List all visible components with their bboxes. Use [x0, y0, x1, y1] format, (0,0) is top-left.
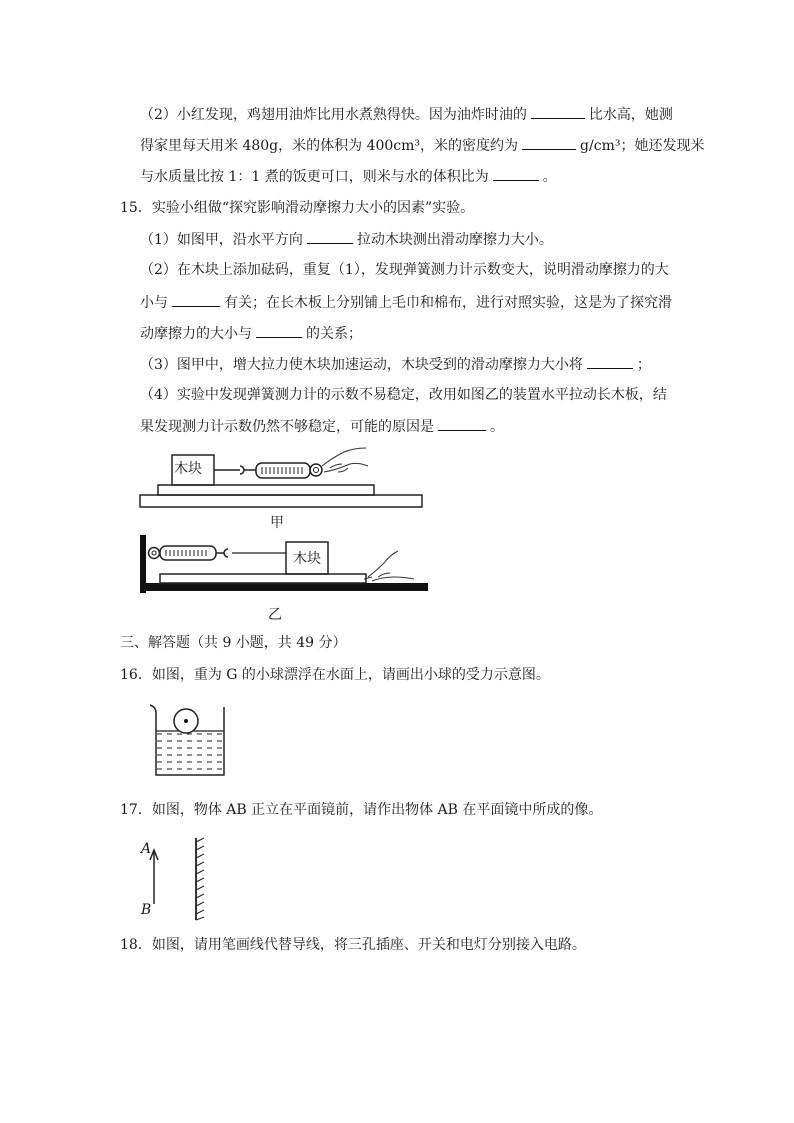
answer-blank[interactable]: [438, 416, 486, 431]
answer-blank[interactable]: [172, 292, 220, 307]
figure-beaker: [146, 703, 228, 779]
figure-yi-label: 乙: [268, 607, 282, 623]
figure-yi: [140, 533, 430, 595]
answer-blank[interactable]: [256, 323, 302, 338]
ring-icon: [149, 548, 160, 559]
q15-p2-line1: （2）在木块上添加砝码，重复（1），发现弹簧测力计示数变大，说明滑动摩擦力的大: [140, 262, 669, 278]
figure-jia-label: 甲: [270, 515, 284, 531]
figure-jia-block-label: 木块: [174, 461, 202, 477]
answer-blank[interactable]: [493, 166, 539, 181]
q15-p2-line2: 小与 有关；在长木板上分别铺上毛巾和棉布，进行对照实验，这是为了探究滑: [140, 292, 672, 313]
label-b: B: [141, 902, 152, 918]
q17-text: 17．如图，物体 AB 正立在平面镜前，请作出物体 AB 在平面镜中所成的像。: [120, 802, 603, 818]
answer-blank[interactable]: [531, 104, 585, 119]
water: [157, 731, 223, 774]
hook-icon: [240, 466, 244, 474]
hand-icon: [322, 448, 368, 472]
q15-p4-line1: （4）实验中发现弹簧测力计的示数不易稳定，改用如图乙的装置水平拉动长木板，结: [140, 387, 667, 403]
figure-yi-block-label: 木块: [293, 551, 321, 567]
q14-2-line3: 与水质量比按 1：1 煮的饭更可口，则米与水的体积比为 。: [140, 166, 557, 187]
answer-blank[interactable]: [522, 135, 576, 150]
q15-p3: （3）图甲中，增大拉力使木块加速运动，木块受到的滑动摩擦力大小将 ；: [140, 354, 651, 375]
hook-icon: [224, 549, 228, 557]
q15-p4-line2: 果发现测力计示数仍然不够稳定，可能的原因是 。: [140, 416, 504, 437]
q15-p1: （1）如图甲，沿水平方向 拉动木块测出滑动摩擦力大小。: [140, 229, 553, 250]
q14-2-line2: 得家里每天用米 480g，米的体积为 400cm³，米的密度约为 g/cm³；她还发现米: [140, 135, 704, 156]
answer-blank[interactable]: [587, 354, 633, 369]
q15-title: 15．实验小组做“探究影响滑动摩擦力大小的因素”实验。: [120, 200, 475, 216]
long-board: [160, 574, 366, 583]
long-board: [140, 495, 422, 507]
label-a: A: [141, 841, 152, 857]
q18-text: 18．如图，请用笔画线代替导线，将三孔插座、开关和电灯分别接入电路。: [120, 937, 586, 953]
ball-center: [184, 719, 188, 723]
answer-blank[interactable]: [307, 229, 353, 244]
hand-icon: [364, 551, 414, 581]
section-title: 三、解答题（共 9 小题，共 49 分）: [120, 635, 347, 651]
board-top: [158, 485, 374, 495]
table-base: [140, 583, 428, 591]
q15-p2-line3: 动摩擦力的大小与 的关系；: [140, 323, 362, 344]
spring-scale: [160, 546, 216, 560]
q16-text: 16．如图，重为 G 的小球漂浮在水面上，请画出小球的受力示意图。: [120, 667, 550, 683]
q14-2-line1: （2）小红发现，鸡翅用油炸比用水煮熟得快。因为油炸时油的 比水高，她测: [140, 104, 673, 125]
ring-icon: [310, 464, 322, 476]
